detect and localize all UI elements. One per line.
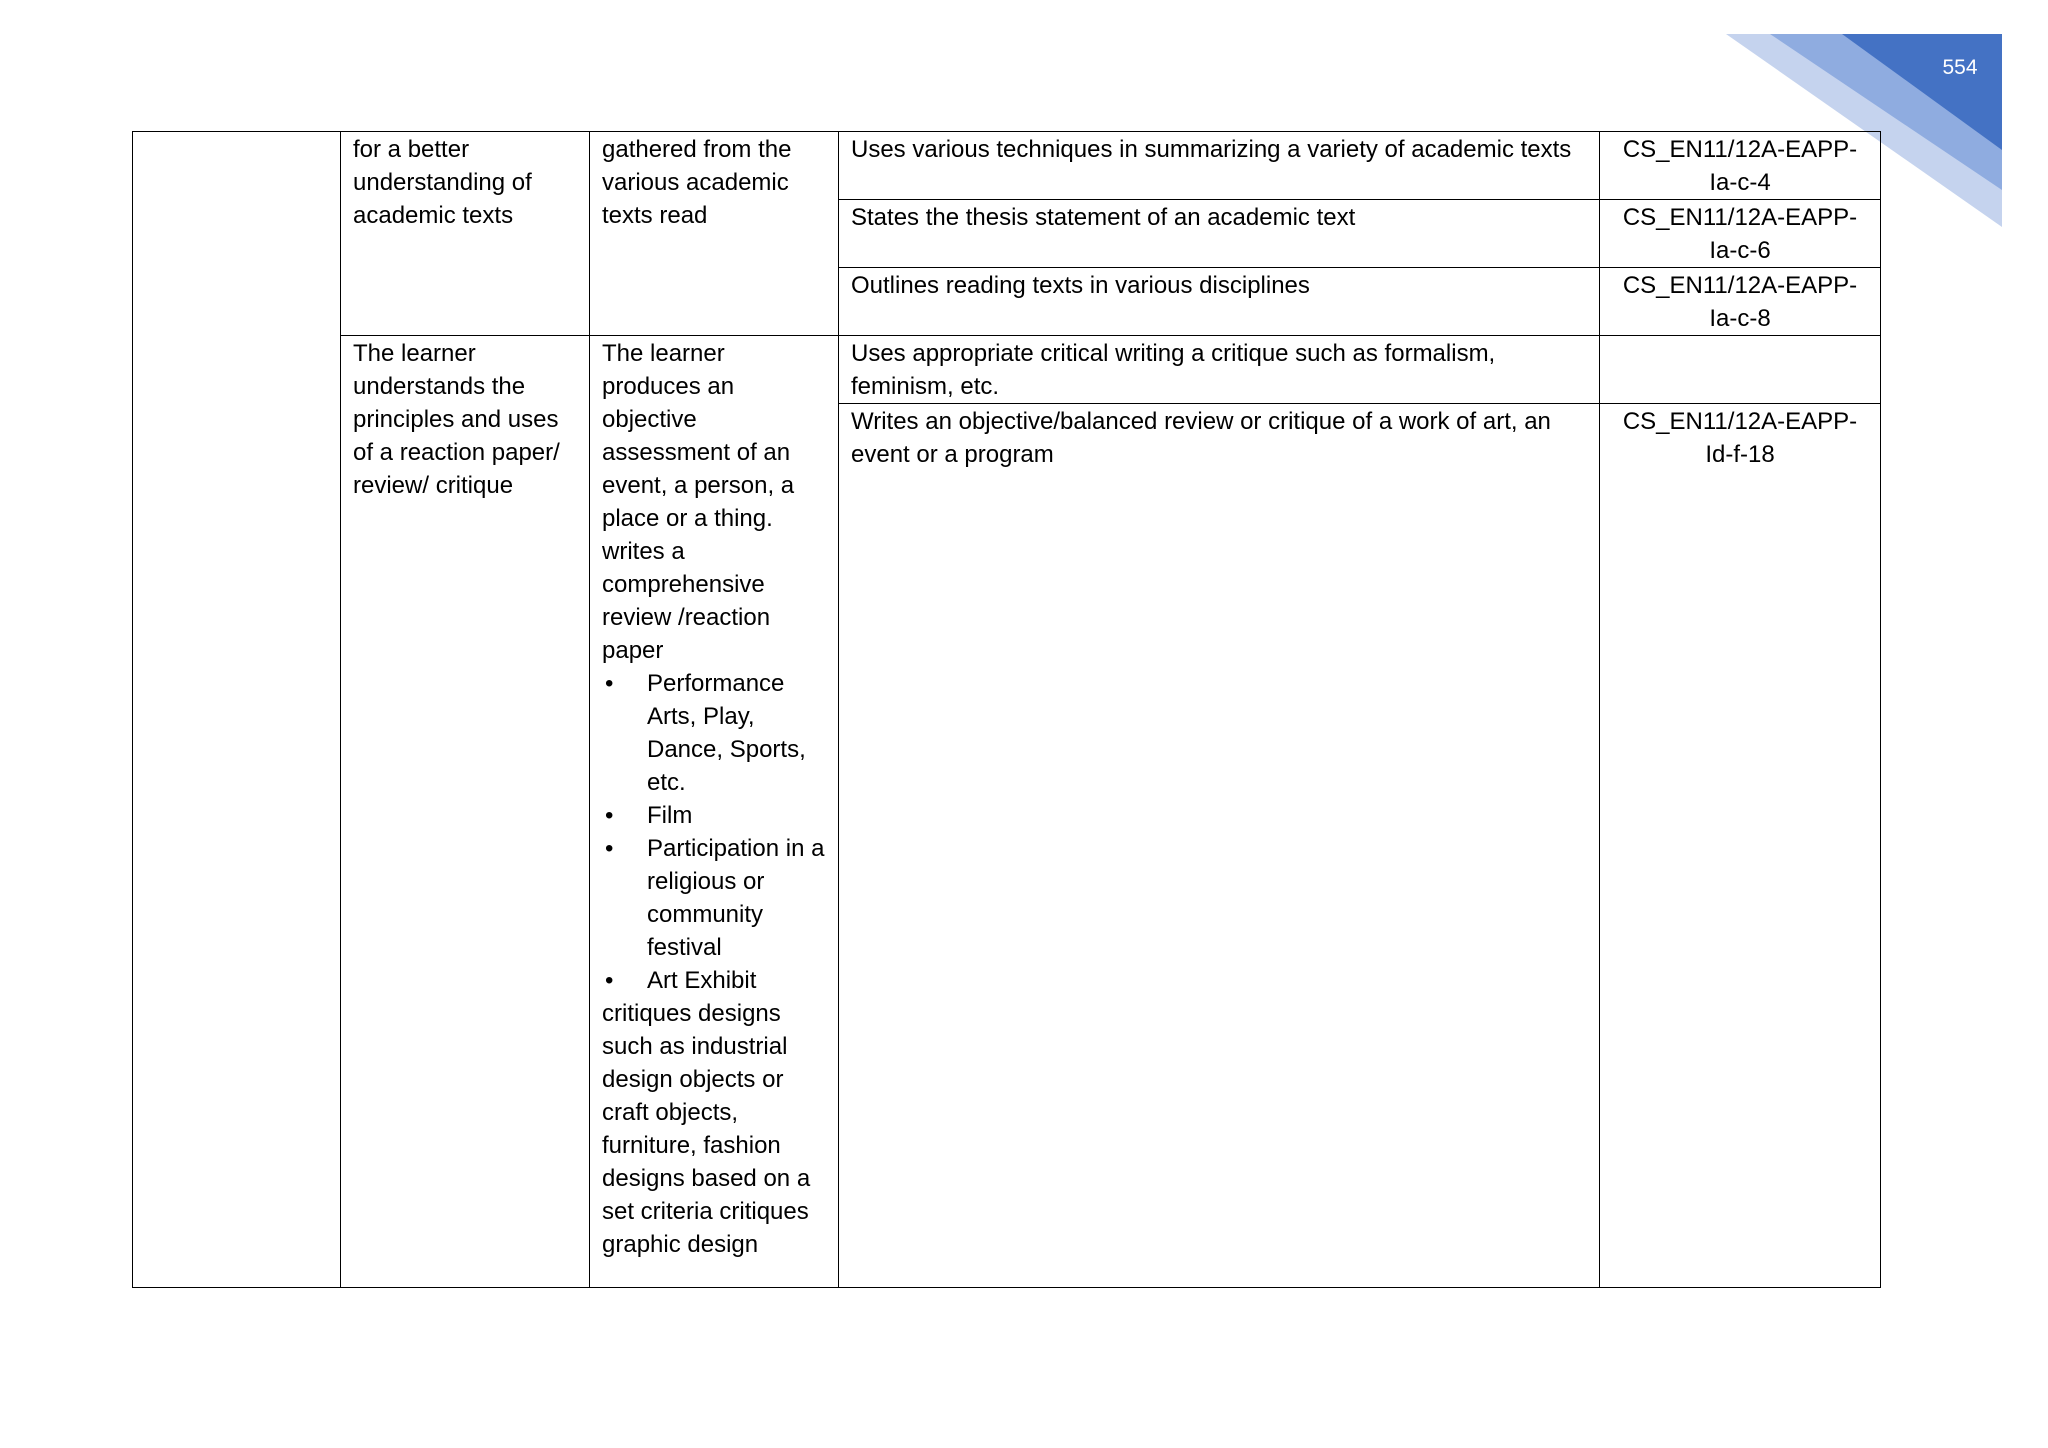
- competency-cell: Uses appropriate critical writing a critique such as formalism, feminism, etc.: [839, 336, 1600, 404]
- performance-standard-cell: gathered from the various academic texts read: [590, 132, 839, 336]
- bullet-list: [602, 667, 826, 997]
- competency-cell: Uses various techniques in summarizing a variety of academic texts: [839, 132, 1600, 200]
- code-cell: CS_EN11/12A-EAPP-Id-f-18: [1600, 404, 1881, 1288]
- bullet-icon: •: [605, 967, 614, 994]
- content-standard-cell: The learner understands the principles and uses of a reaction paper/ review/ critique: [341, 336, 590, 1288]
- list-item: [602, 964, 826, 997]
- performance-outro: critiques designs such as industrial design objects or craft objects, furniture, fashion designs based on a set criteria critiques graphic design: [602, 1000, 811, 1258]
- performance-intro: The learner produces an objective assessment of an event, a person, a place or a thing. writes a comprehensive review /reaction paper: [602, 340, 795, 664]
- list-item-text: Film: [647, 802, 693, 829]
- list-item: [602, 667, 826, 799]
- code-cell: CS_EN11/12A-EAPP-Ia-c-8: [1600, 268, 1881, 336]
- list-item: [602, 799, 826, 832]
- code-cell: CS_EN11/12A-EAPP-Ia-c-4: [1600, 132, 1881, 200]
- list-item: [602, 832, 826, 964]
- competency-cell: States the thesis statement of an academic text: [839, 200, 1600, 268]
- page-number: 554: [1942, 56, 1978, 79]
- code-cell: [1600, 336, 1881, 404]
- bullet-icon: •: [605, 802, 614, 829]
- curriculum-table: [132, 131, 1881, 1288]
- list-item-text: Participation in a religious or community festival: [647, 835, 825, 961]
- list-item-text: Performance Arts, Play, Dance, Sports, etc.: [647, 670, 806, 796]
- competency-cell: Outlines reading texts in various disciplines: [839, 268, 1600, 336]
- content-standard-cell: for a better understanding of academic texts: [341, 132, 590, 336]
- bullet-icon: •: [605, 835, 614, 862]
- bullet-icon: •: [605, 670, 614, 697]
- performance-standard-cell: [590, 336, 839, 1288]
- table-row: [133, 336, 1881, 404]
- table-row: [133, 132, 1881, 200]
- empty-first-column-cell: [133, 132, 341, 1288]
- competency-cell: Writes an objective/balanced review or critique of a work of art, an event or a program: [839, 404, 1600, 1288]
- code-cell: CS_EN11/12A-EAPP-Ia-c-6: [1600, 200, 1881, 268]
- list-item-text: Art Exhibit: [647, 967, 757, 994]
